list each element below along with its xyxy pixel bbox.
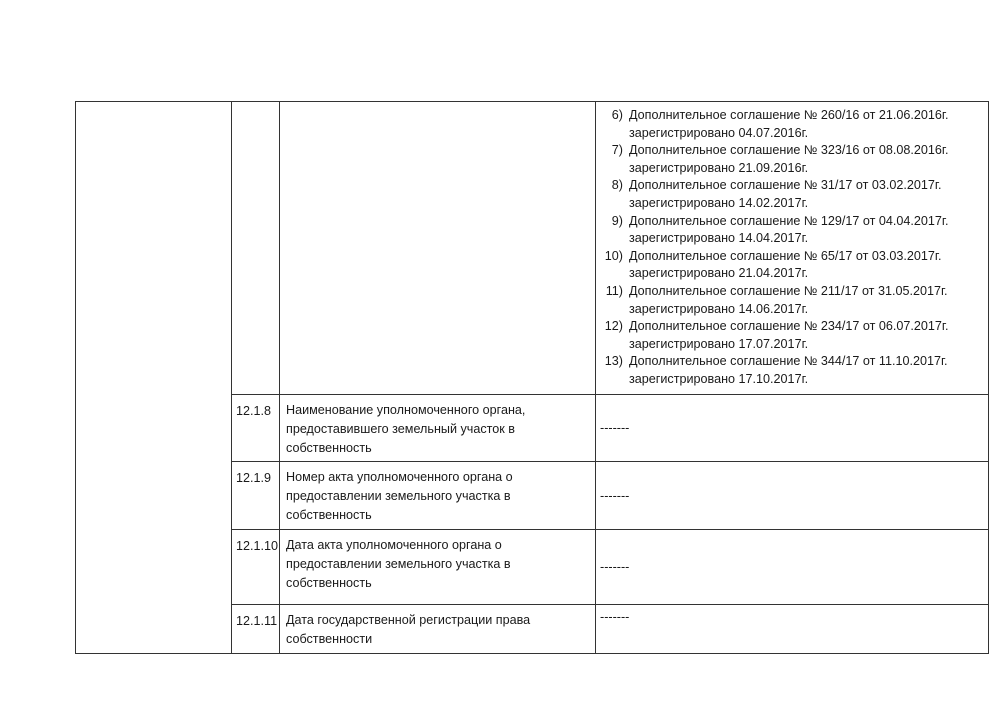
list-item — [596, 142, 988, 177]
agreement-registration: зарегистрировано 14.06.2017г. — [629, 301, 809, 316]
agreements-cell — [596, 102, 989, 395]
list-item-number: 9) — [611, 213, 623, 228]
list-item-number: 6) — [611, 108, 623, 122]
agreement-title: Дополнительное соглашение № 211/17 от 31.05.2017г. — [629, 283, 948, 298]
list-item-number: 8) — [611, 178, 623, 193]
agreement-title: Дополнительное соглашение № 234/17 от 06.07.2017г. — [629, 319, 949, 334]
list-item — [596, 318, 988, 353]
agreement-registration: зарегистрировано 17.07.2017г. — [629, 336, 809, 351]
row-value: ------- — [596, 462, 989, 530]
agreement-title: Дополнительное соглашение № 323/16 от 08.08.2016г. — [629, 143, 949, 158]
agreement-registration: зарегистрировано 14.04.2017г. — [629, 231, 809, 246]
row-number: 12.1.10 — [232, 530, 280, 605]
row-number: 12.1.11 — [232, 605, 280, 654]
agreements-list — [596, 102, 988, 389]
row-value: ------- — [596, 605, 989, 654]
agreement-registration: зарегистрировано 17.10.2017г. — [629, 371, 809, 386]
name-cell — [280, 102, 596, 395]
section-cell — [76, 102, 232, 654]
list-item — [596, 213, 988, 248]
list-item — [596, 248, 988, 283]
list-item-number: 11) — [605, 283, 623, 298]
row-number: 12.1.9 — [232, 462, 280, 530]
row-number: 12.1.8 — [232, 395, 280, 462]
list-item — [596, 177, 988, 212]
document-table — [75, 101, 989, 654]
agreement-registration: зарегистрировано 21.04.2017г. — [629, 266, 809, 281]
list-item — [596, 353, 988, 388]
list-item — [596, 107, 988, 142]
agreement-registration: зарегистрировано 21.09.2016г. — [629, 160, 809, 175]
list-item-number: 7) — [611, 143, 623, 158]
table-row — [76, 102, 989, 395]
number-cell — [232, 102, 280, 395]
list-item-number: 13) — [604, 354, 623, 369]
row-name: Наименование уполномоченного органа, предоставившего земельный участок в собственность — [280, 395, 596, 462]
agreement-title: Дополнительное соглашение № 129/17 от 04.04.2017г. — [629, 213, 949, 228]
agreement-registration: зарегистрировано 04.07.2016г. — [629, 125, 809, 140]
agreement-registration: зарегистрировано 14.02.2017г. — [629, 195, 809, 210]
agreement-title: Дополнительное соглашение № 344/17 от 11.10.2017г. — [629, 354, 948, 369]
list-item — [596, 283, 988, 318]
row-name: Дата государственной регистрации права собственности — [280, 605, 596, 654]
list-item-number: 10) — [604, 248, 623, 263]
row-name: Номер акта уполномоченного органа о предоставлении земельного участка в собственность — [280, 462, 596, 530]
row-value: ------- — [596, 395, 989, 462]
list-item-number: 12) — [604, 319, 623, 334]
row-name: Дата акта уполномоченного органа о предоставлении земельного участка в собственность — [280, 530, 596, 605]
row-value: ------- — [596, 530, 989, 605]
agreement-title: Дополнительное соглашение № 31/17 от 03.02.2017г. — [629, 178, 942, 193]
agreement-title: Дополнительное соглашение № 65/17 от 03.03.2017г. — [629, 248, 942, 263]
agreement-title: Дополнительное соглашение № 260/16 от 21.06.2016г. — [629, 108, 949, 122]
